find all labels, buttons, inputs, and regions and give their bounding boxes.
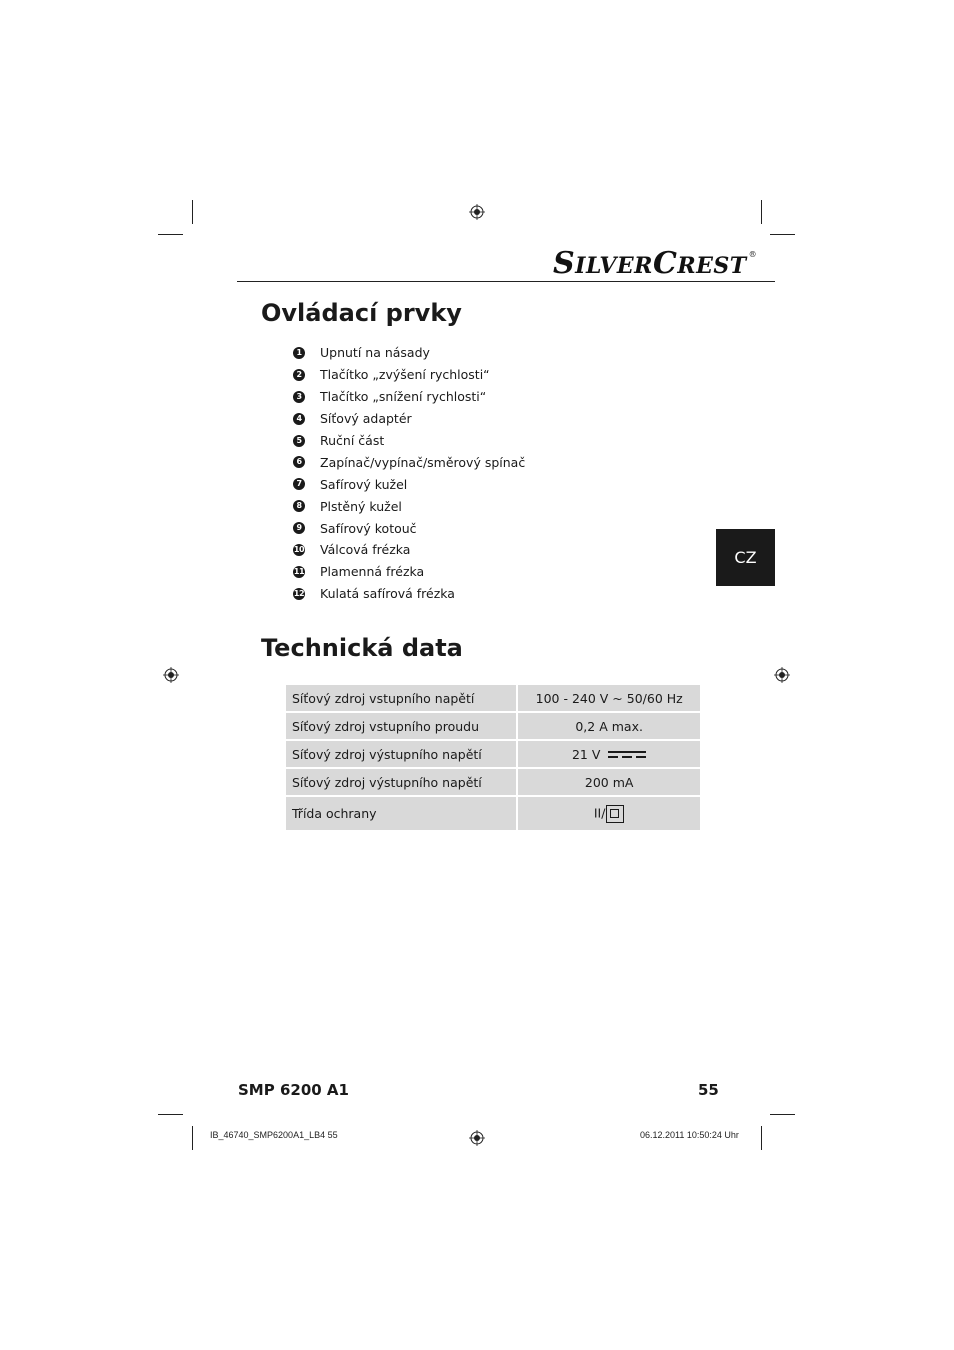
item-number-badge: 5 xyxy=(293,435,305,447)
crop-mark xyxy=(770,234,795,235)
item-label: Plstěný kužel xyxy=(320,498,402,514)
item-number-badge: 11 xyxy=(293,566,305,576)
controls-heading: Ovládací prvky xyxy=(261,299,462,327)
item-label: Upnutí na násady xyxy=(320,345,430,361)
item-number-badge: 10 xyxy=(293,544,305,554)
table-row xyxy=(285,796,701,831)
row-label: Síťový zdroj výstupního napětí xyxy=(285,740,517,768)
crop-mark xyxy=(158,1114,183,1115)
crop-mark xyxy=(192,1126,193,1150)
item-label: Válcová frézka xyxy=(320,542,411,558)
item-number-badge: 9 xyxy=(293,522,305,534)
header-rule xyxy=(237,281,775,282)
registration-mark-icon xyxy=(163,667,179,683)
table-row xyxy=(285,712,701,740)
table-row xyxy=(285,768,701,796)
item-number-badge: 4 xyxy=(293,413,305,425)
item-label: Ruční část xyxy=(320,433,385,448)
tech-table xyxy=(284,683,702,832)
table-row xyxy=(285,740,701,768)
item-number-badge: 3 xyxy=(293,391,305,403)
list-item xyxy=(293,517,525,539)
registration-mark-icon xyxy=(469,204,485,220)
item-number-badge: 2 xyxy=(293,369,305,381)
crop-mark xyxy=(770,1114,795,1115)
print-slug-left: IB_46740_SMP6200A1_LB4 55 xyxy=(210,1130,338,1140)
list-item xyxy=(293,430,525,452)
item-number-badge: 6 xyxy=(293,456,305,468)
registration-mark-icon xyxy=(469,1130,485,1146)
registration-mark-icon xyxy=(774,667,790,683)
list-item xyxy=(293,342,525,364)
print-slug-right: 06.12.2011 10:50:24 Uhr xyxy=(640,1130,739,1140)
row-value-cell xyxy=(517,740,701,768)
table-row xyxy=(285,684,701,712)
item-label: Síťový adaptér xyxy=(320,411,412,427)
controls-list xyxy=(293,342,525,605)
item-label: Safírový kotouč xyxy=(320,520,417,536)
crop-mark xyxy=(192,200,193,224)
item-number-badge: 8 xyxy=(293,500,305,512)
list-item xyxy=(293,451,525,473)
direct-current-icon xyxy=(608,750,646,760)
row-value: II/ xyxy=(593,805,606,820)
row-value: 0,2 A max. xyxy=(517,712,701,740)
silvercrest-logo: SILVERCREST ® xyxy=(553,246,758,281)
row-label: Síťový zdroj vstupního napětí xyxy=(285,684,517,712)
list-item xyxy=(293,408,525,430)
row-label: Síťový zdroj výstupního napětí xyxy=(285,768,517,796)
item-label: Tlačítko „zvýšení rychlosti“ xyxy=(320,367,490,383)
row-label: Třída ochrany xyxy=(285,796,517,831)
model-number: SMP 6200 A1 xyxy=(238,1081,349,1099)
row-value: 21 V xyxy=(571,746,601,762)
page-number: 55 xyxy=(698,1081,719,1099)
row-value: 100 - 240 V ~ 50/60 Hz xyxy=(517,684,701,712)
crop-mark xyxy=(158,234,183,235)
crop-mark xyxy=(761,1126,762,1150)
row-label: Síťový zdroj vstupního proudu xyxy=(285,712,517,740)
protection-class-ii-icon xyxy=(606,805,624,823)
tech-heading: Technická data xyxy=(261,634,463,662)
item-number-badge: 7 xyxy=(293,478,305,490)
list-item xyxy=(293,364,525,386)
item-label: Safírový kužel xyxy=(320,476,408,492)
item-label: Tlačítko „snížení rychlosti“ xyxy=(320,389,487,405)
item-label: Plamenná frézka xyxy=(320,564,425,580)
language-tab: CZ xyxy=(716,529,775,586)
list-item xyxy=(293,539,525,561)
item-number-badge: 12 xyxy=(293,588,305,598)
list-item xyxy=(293,561,525,583)
list-item xyxy=(293,473,525,495)
list-item xyxy=(293,386,525,408)
row-value: 200 mA xyxy=(517,768,701,796)
item-label: Zapínač/vypínač/směrový spínač xyxy=(320,454,526,470)
list-item xyxy=(293,495,525,517)
item-label: Kulatá safírová frézka xyxy=(320,586,455,602)
row-value-cell xyxy=(517,796,701,831)
list-item xyxy=(293,583,525,605)
item-number-badge: 1 xyxy=(293,347,305,359)
crop-mark xyxy=(761,200,762,224)
